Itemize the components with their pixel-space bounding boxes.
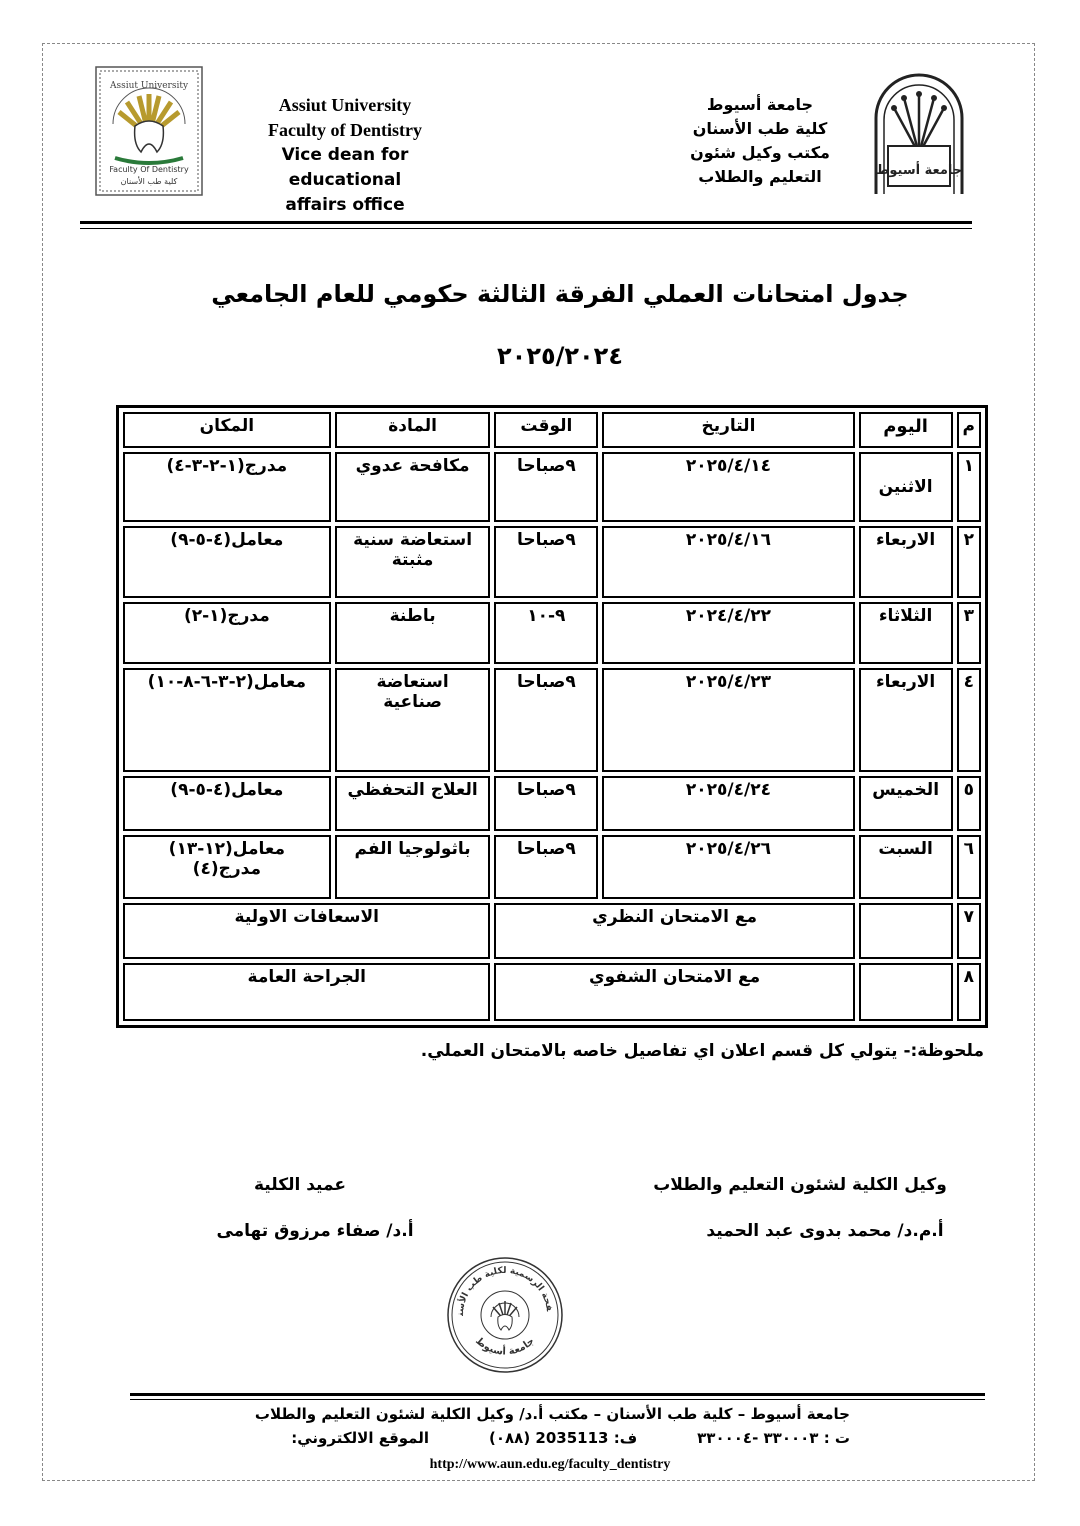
row-subject: باطنة: [335, 602, 491, 664]
header-rule-top: [80, 221, 972, 224]
row-day: الخميس: [859, 776, 953, 831]
header-rule-bottom: [80, 228, 972, 229]
row-place-line1: معامل(١٢-١٣): [168, 839, 286, 859]
row-day: الاربعاء: [859, 526, 953, 598]
table-row: [123, 835, 981, 899]
row-date: ٢٠٢٤/٤/٢٢: [602, 602, 855, 664]
row-no: ٨: [957, 963, 981, 1021]
table-row: [123, 668, 981, 772]
table-row: [123, 526, 981, 598]
table-header-row: [123, 412, 981, 448]
row-date: ٢٠٢٥/٤/٢٤: [602, 776, 855, 831]
signature-dean-title: عميد الكلية: [254, 1175, 346, 1195]
header-no: م: [957, 412, 981, 448]
header-subject: المادة: [335, 412, 491, 448]
row-place: معامل(٤-٥-٩): [123, 776, 331, 831]
logo-text-ar: كلية طب الأسنان: [120, 177, 178, 186]
table-row: [123, 452, 981, 522]
header-place: المكان: [123, 412, 331, 448]
footer-url[interactable]: http://www.aun.edu.eg/faculty_dentistry: [429, 1457, 671, 1472]
row-day-empty: [859, 903, 953, 959]
header-en-line1: Assiut University: [278, 95, 412, 115]
footer-fax: ف: 2035113 (٠٨٨): [489, 1429, 638, 1447]
row-place: [123, 835, 331, 899]
row-no: ٢: [957, 526, 981, 598]
signature-vice-dean-title: وكيل الكلية لشئون التعليم والطلاب: [653, 1175, 947, 1195]
row-place: معامل(٤-٥-٩): [123, 526, 331, 598]
row-subject: مكافحة عدوي: [335, 452, 491, 522]
row-day: الثلاثاء: [859, 602, 953, 664]
row-place: مدرج(١-٢-٣-٤): [123, 452, 331, 522]
footer-line1: جامعة أسيوط – كلية طب الأسنان – مكتب أ.د/ وكيل الكلية لشئون التعليم والطلاب: [254, 1405, 850, 1423]
header-day: اليوم: [859, 412, 953, 448]
header-date: التاريخ: [602, 412, 855, 448]
row-place: معامل(٢-٣-٦-٨-١٠): [123, 668, 331, 772]
footer-phone: ت : ٣٣٠٠٠٣ -٣٣٠٠٠٤: [697, 1429, 850, 1447]
footer-contacts: [130, 1426, 850, 1450]
row-day: السبت: [859, 835, 953, 899]
row-date: ٢٠٢٥/٤/١٤: [602, 452, 855, 522]
row-no: ٦: [957, 835, 981, 899]
row-with-exam: مع الامتحان الشفوي: [494, 963, 854, 1021]
header-ar-line1: جامعة أسيوط: [706, 95, 814, 114]
row-subject: العلاج التحفظي: [335, 776, 491, 831]
row-date: ٢٠٢٥/٤/٢٣: [602, 668, 855, 772]
row-place: مدرج(١-٢): [123, 602, 331, 664]
faculty-logo: [95, 66, 203, 196]
header-ar-line3: مكتب وكيل شئون: [690, 143, 830, 162]
row-time: ٩صباحا: [494, 452, 598, 522]
page-title: جدول امتحانات العملي الفرقة الثالثة حكومي للعام الجامعي: [211, 280, 909, 308]
row-no: ٧: [957, 903, 981, 959]
header-en-line3: Vice dean for educational: [281, 145, 409, 190]
row-subject: الجراحة العامة: [123, 963, 490, 1021]
row-no: ٣: [957, 602, 981, 664]
row-subject: استعاضة سنية مثبتة: [335, 526, 491, 598]
row-place-line2: مدرج(٤): [192, 859, 261, 879]
seal-text-top: فحة الرسمية لكلية طب الأسنان: [455, 1265, 554, 1316]
table-row: [123, 602, 981, 664]
row-date: ٢٠٢٥/٤/١٦: [602, 526, 855, 598]
row-time: ٩صباحا: [494, 526, 598, 598]
row-subject: باثولوجيا الفم: [335, 835, 491, 899]
signature-dean-name: أ.د/ صفاء مرزوق تهامى: [216, 1221, 414, 1241]
header-ar-line4: التعليم والطلاب: [698, 167, 822, 186]
logo-right-text: جامعة أسيوط: [875, 163, 963, 178]
seal-text-bottom: جامعة أسيوط: [473, 1335, 537, 1358]
row-no: ١: [957, 452, 981, 522]
row-time: ٩صباحا: [494, 776, 598, 831]
row-with-exam: مع الامتحان النظري: [494, 903, 854, 959]
header-english: [225, 93, 465, 218]
header-time: الوقت: [494, 412, 598, 448]
official-seal: [445, 1255, 565, 1375]
row-day: الاثنين: [859, 452, 953, 522]
university-logo: [866, 66, 972, 196]
table-row: [123, 903, 981, 959]
header-en-line4: affairs office: [285, 195, 405, 215]
footer-arabic: [130, 1402, 850, 1450]
footer-website-label: الموقع الالكتروني:: [291, 1429, 430, 1447]
footer-rule-top: [130, 1393, 985, 1396]
footer-rule-bottom: [130, 1399, 985, 1400]
row-day-empty: [859, 963, 953, 1021]
row-subject: استعاضة صناعية: [335, 668, 491, 772]
header-ar-line2: كلية طب الأسنان: [692, 119, 828, 138]
row-time: ٩صباحا: [494, 668, 598, 772]
logo-text-top: Assiut University: [109, 81, 189, 91]
svg-text:الصفحة الرسمية لكلية طب الأسنا: [445, 1255, 554, 1317]
row-time: ٩-١٠: [494, 602, 598, 664]
table-row: [123, 776, 981, 831]
signature-vice-dean-name: أ.م.د/ محمد بدوى عبد الحميد: [706, 1221, 944, 1241]
header-en-line2: Faculty of Dentistry: [268, 120, 422, 140]
table-row: [123, 963, 981, 1021]
logo-text-bottom: Faculty Of Dentistry: [109, 165, 189, 174]
header-arabic: [660, 93, 860, 189]
row-subject: الاسعافات الاولية: [123, 903, 490, 959]
exam-schedule-table: [116, 405, 988, 1028]
row-no: ٤: [957, 668, 981, 772]
row-date: ٢٠٢٥/٤/٢٦: [602, 835, 855, 899]
note: ملحوظة:- يتولي كل قسم اعلان اي تفاصيل خاصه بالامتحان العملي.: [420, 1041, 984, 1061]
row-no: ٥: [957, 776, 981, 831]
row-day: الاربعاء: [859, 668, 953, 772]
academic-year: ٢٠٢٥/٢٠٢٤: [497, 342, 623, 370]
row-time: ٩صباحا: [494, 835, 598, 899]
